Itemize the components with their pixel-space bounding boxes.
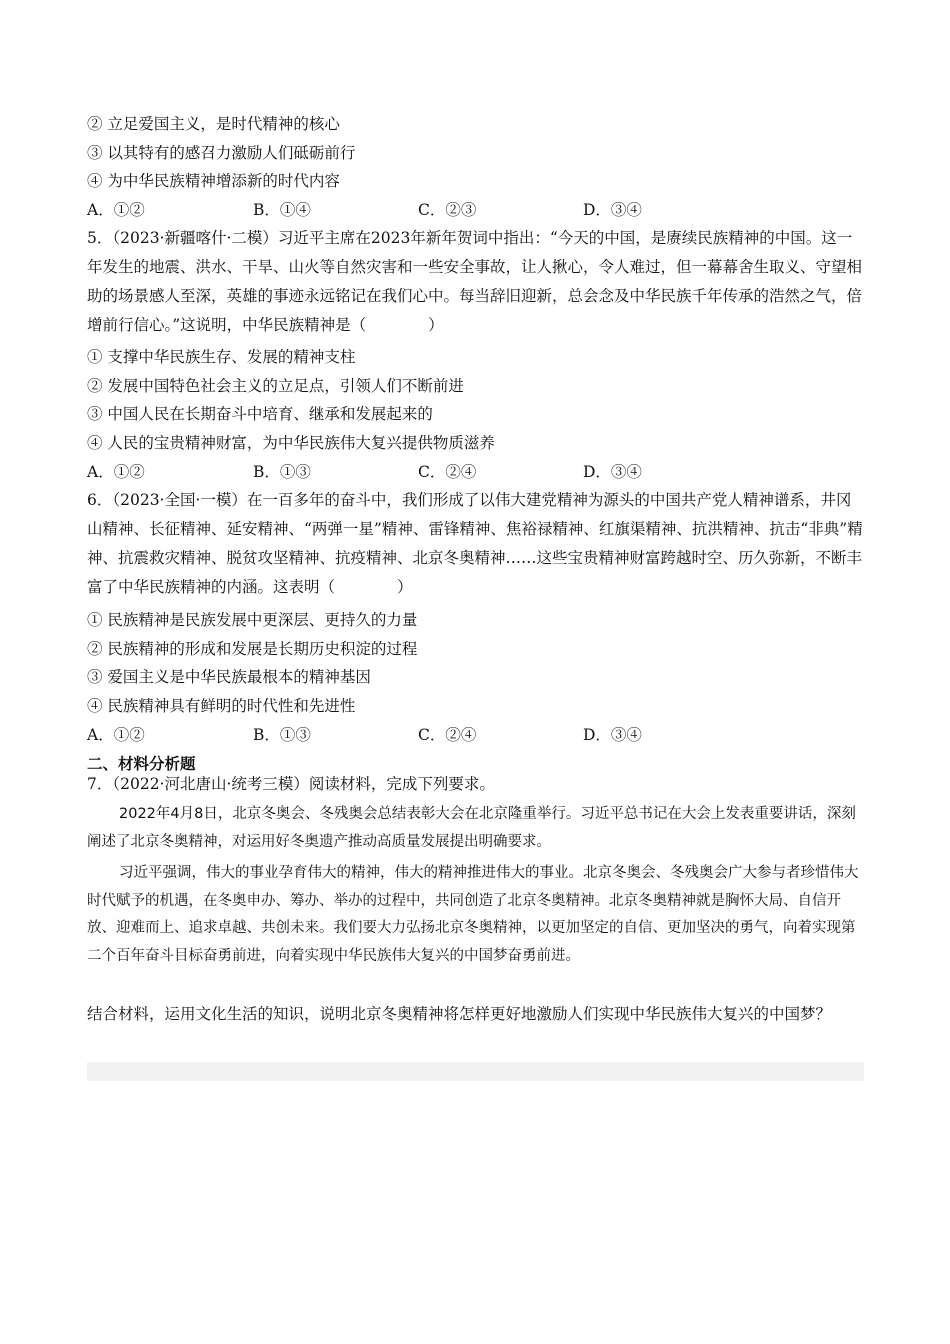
q4-option-d[interactable]: D．③④ [583,201,642,219]
q5-item-4: ④ 人民的宝贵精神财富，为中华民族伟大复兴提供物质滋养 [87,434,495,452]
q7-material-paragraph-1: 2022年4月8日，北京冬奥会、冬残奥会总结表彰大会在北京隆重举行。习近平总书记在大会上发表重要讲话，深刻阐述了北京冬奥精神，对运用好冬奥遗产推动高质量发展提出明确要求。 [87,806,856,850]
answer-area[interactable] [87,1062,864,1081]
section-title: 二、材料分析题 [87,755,196,773]
q7-material-paragraph-2: 习近平强调，伟大的事业孕育伟大的精神，伟大的精神推进伟大的事业。北京冬奥会、冬残奥会广大参与者珍惜伟大时代赋予的机遇，在冬奥申办、筹办、举办的过程中，共同创造了北京冬奥精神。北京冬奥精神就是胸怀大局、自信开放、迎难而上、追求卓越、共创未来。我们要大力弘扬北京冬奥精神，以更加坚定的自信、更加坚决的勇气，向着实现第二个百年奋斗目标奋勇前进，向着实现中华民族伟大复兴的中国梦奋勇前进。 [87,865,859,964]
q4-option-c[interactable]: C．②③ [418,201,477,219]
q7-stem: 7．（2022·河北唐山·统考三模）阅读材料，完成下列要求。 [87,775,495,793]
q6-item-4: ④ 民族精神具有鲜明的时代性和先进性 [87,697,356,715]
q6-option-b[interactable]: B．①③ [253,726,311,744]
q6-options [87,725,867,745]
q4-item-2: ② 立足爱国主义，是时代精神的核心 [87,115,340,133]
q5-option-d[interactable]: D．③④ [583,463,642,481]
q6-item-3: ③ 爱国主义是中华民族最根本的精神基因 [87,668,371,686]
q5-item-3: ③ 中国人民在长期奋斗中培育、继承和发展起来的 [87,405,433,423]
q4-item-4: ④ 为中华民族精神增添新的时代内容 [87,172,340,190]
q4-item-3: ③ 以其特有的感召力激励人们砥砺前行 [87,144,356,162]
q5-options [87,462,867,482]
q5-option-a[interactable]: A．①② [87,463,145,481]
q5-option-c[interactable]: C．②④ [418,463,477,481]
q5-item-1: ① 支撑中华民族生存、发展的精神支柱 [87,348,356,366]
q7-question: 结合材料，运用文化生活的知识，说明北京冬奥精神将怎样更好地激励人们实现中华民族伟大复兴的中国梦？ [87,1005,832,1023]
q5-item-2: ② 发展中国特色社会主义的立足点，引领人们不断前进 [87,377,464,395]
q6-item-1: ① 民族精神是民族发展中更深层、更持久的力量 [87,611,418,629]
q6-option-c[interactable]: C．②④ [418,726,477,744]
q6-stem: 6．（2023·全国·一模）在一百多年的奋斗中，我们形成了以伟大建党精神为源头的中国共产党人精神谱系，井冈山精神、长征精神、延安精神、“两弹一星”精神、雷锋精神、焦裕禄精神、红旗渠精神、抗洪精神、抗击“非典”精神、抗震救灾精神、脱贫攻坚精神、抗疫精神、北京冬奥精神……这些宝贵精神财富跨越时空、历久弥新，不断丰富了中华民族精神的内涵。这表明（ ） [87,491,863,596]
q4-options [87,200,867,220]
q4-option-b[interactable]: B．①④ [253,201,311,219]
q6-option-d[interactable]: D．③④ [583,726,642,744]
q6-option-a[interactable]: A．①② [87,726,145,744]
q5-option-b[interactable]: B．①③ [253,463,311,481]
q4-option-a[interactable]: A．①② [87,201,145,219]
q5-stem: 5．（2023·新疆喀什·二模）习近平主席在2023年新年贺词中指出：“今天的中国，是赓续民族精神的中国。这一年发生的地震、洪水、干旱、山火等自然灾害和一些安全事故，让人揪心，令人难过，但一幕幕舍生取义、守望相助的场景感人至深，英雄的事迹永远铭记在我们心中。每当辞旧迎新，总会念及中华民族千年传承的浩然之气，倍增前行信心。”这说明，中华民族精神是（ ） [87,229,863,334]
q6-item-2: ② 民族精神的形成和发展是长期历史积淀的过程 [87,640,418,658]
